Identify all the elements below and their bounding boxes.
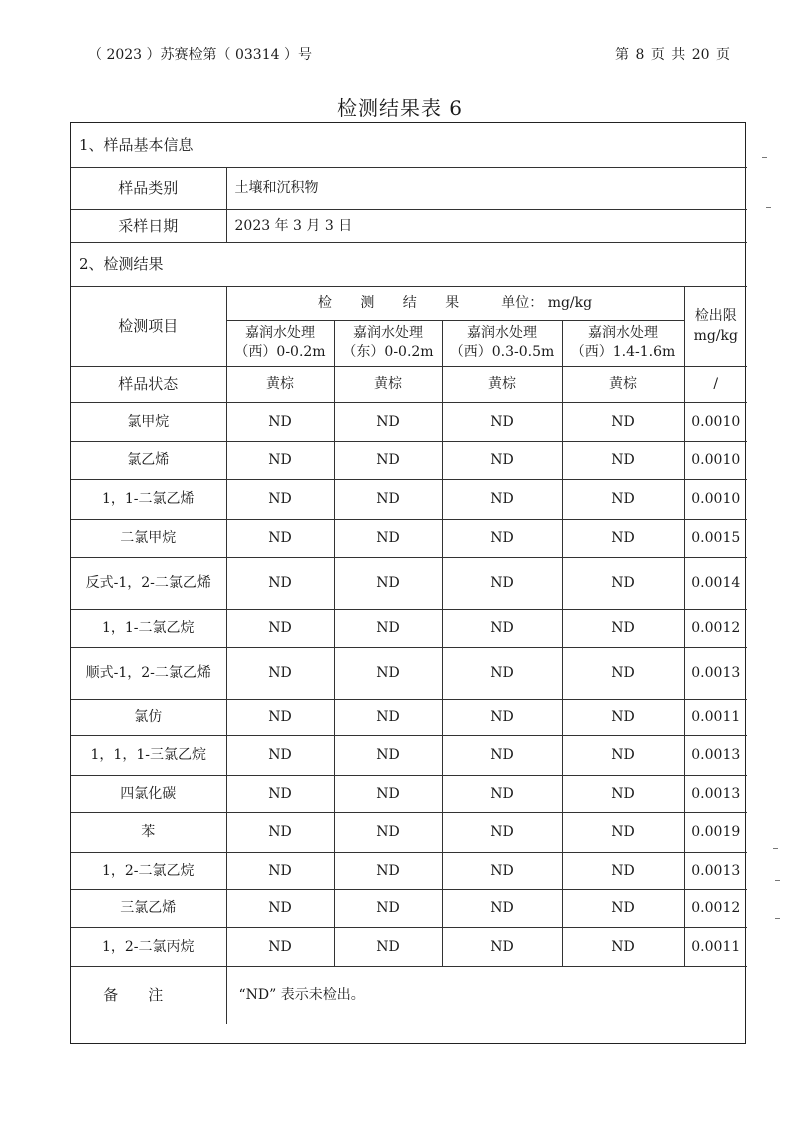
result-value: ND — [442, 519, 562, 557]
table-row — [71, 927, 747, 966]
item-name: 四氯化碳 — [71, 775, 226, 812]
item-name: 反式-1，2-二氯乙烯 — [71, 557, 226, 609]
report-number: （ 2023 ）苏赛检第（ 03314 ）号 — [88, 47, 312, 63]
section-basic-info-heading: 1、样品基本信息 — [71, 123, 747, 167]
result-value: ND — [562, 699, 684, 735]
note-text: “ND” 表示未检出。 — [226, 966, 747, 1024]
limit-header-title: 检出限 — [694, 308, 737, 324]
result-value: ND — [442, 609, 562, 647]
result-value: ND — [562, 927, 684, 966]
section-results-heading: 2、检测结果 — [71, 242, 747, 286]
detection-limit: 0.0013 — [684, 852, 747, 889]
result-value: ND — [442, 647, 562, 699]
table-row — [71, 735, 747, 775]
item-name: 氯甲烷 — [71, 402, 226, 441]
result-value: ND — [442, 812, 562, 852]
result-value: ND — [442, 557, 562, 609]
result-value: ND — [442, 852, 562, 889]
detection-limit: 0.0015 — [684, 519, 747, 557]
result-value: ND — [334, 557, 442, 609]
result-value: ND — [562, 441, 684, 479]
table-row — [71, 699, 747, 735]
item-header: 检测项目 — [71, 286, 226, 366]
sample-state-value: 黄棕 — [562, 366, 684, 402]
detection-limit: 0.0013 — [684, 647, 747, 699]
table-row — [71, 775, 747, 812]
result-value: ND — [334, 609, 442, 647]
result-value: ND — [226, 927, 334, 966]
sample-category-label: 样品类别 — [71, 167, 226, 209]
result-value: ND — [442, 775, 562, 812]
result-value: ND — [442, 402, 562, 441]
detection-limit: 0.0010 — [684, 402, 747, 441]
sample-category-value: 土壤和沉积物 — [226, 167, 747, 209]
item-name: 氯乙烯 — [71, 441, 226, 479]
detection-limit: 0.0010 — [684, 441, 747, 479]
note-label: 备注 — [71, 966, 226, 1024]
scan-mark — [775, 918, 780, 919]
result-value: ND — [334, 519, 442, 557]
result-value: ND — [442, 889, 562, 927]
sampling-date-label: 采样日期 — [71, 209, 226, 242]
sample-state-limit: / — [684, 366, 747, 402]
result-value: ND — [334, 812, 442, 852]
result-value: ND — [226, 699, 334, 735]
result-value: ND — [562, 402, 684, 441]
page-info: 第 8 页 共 20 页 — [615, 47, 730, 63]
sample-state-value: 黄棕 — [442, 366, 562, 402]
sampling-date-value: 2023 年 3 月 3 日 — [226, 209, 747, 242]
sample-state-value: 黄棕 — [226, 366, 334, 402]
result-header: 检 测 结 果 — [317, 295, 472, 311]
unit-label: 单位： mg/kg — [501, 295, 593, 311]
result-value: ND — [442, 927, 562, 966]
result-value: ND — [334, 647, 442, 699]
scan-mark — [775, 880, 780, 881]
result-value: ND — [442, 441, 562, 479]
limit-header-unit: mg/kg — [693, 328, 738, 344]
detection-limit: 0.0012 — [684, 609, 747, 647]
result-value: ND — [226, 402, 334, 441]
table-row — [71, 557, 747, 609]
item-name: 氯仿 — [71, 699, 226, 735]
result-value: ND — [334, 889, 442, 927]
item-name: 1，1-二氯乙烷 — [71, 609, 226, 647]
limit-header — [684, 286, 747, 366]
result-value: ND — [334, 927, 442, 966]
column-header-4: 嘉润水处理 （西）1.4-1.6m — [562, 320, 684, 366]
result-value: ND — [334, 479, 442, 519]
result-value: ND — [562, 609, 684, 647]
result-value: ND — [226, 852, 334, 889]
detection-limit: 0.0010 — [684, 479, 747, 519]
result-value: ND — [562, 889, 684, 927]
table-row — [71, 852, 747, 889]
result-value: ND — [334, 852, 442, 889]
table-row — [71, 889, 747, 927]
result-value: ND — [442, 735, 562, 775]
table-row — [71, 441, 747, 479]
item-name: 1，1-二氯乙烯 — [71, 479, 226, 519]
table-row — [71, 402, 747, 441]
result-value: ND — [226, 479, 334, 519]
result-value: ND — [226, 889, 334, 927]
table-row — [71, 609, 747, 647]
table-row — [71, 812, 747, 852]
result-value: ND — [226, 735, 334, 775]
detection-limit: 0.0011 — [684, 927, 747, 966]
column-header-2: 嘉润水处理 （东）0-0.2m — [334, 320, 442, 366]
result-value: ND — [562, 557, 684, 609]
page-title: 检测结果表 6 — [336, 96, 464, 120]
item-name: 1，2-二氯乙烷 — [71, 852, 226, 889]
scan-mark — [773, 848, 778, 849]
table-row — [71, 647, 747, 699]
result-value: ND — [226, 609, 334, 647]
detection-limit: 0.0012 — [684, 889, 747, 927]
item-name: 苯 — [71, 812, 226, 852]
result-value: ND — [562, 852, 684, 889]
result-value: ND — [562, 647, 684, 699]
result-value: ND — [334, 735, 442, 775]
result-value: ND — [334, 402, 442, 441]
result-value: ND — [226, 519, 334, 557]
result-value: ND — [334, 441, 442, 479]
item-name: 二氯甲烷 — [71, 519, 226, 557]
result-value: ND — [562, 519, 684, 557]
detection-limit: 0.0013 — [684, 735, 747, 775]
column-header-3: 嘉润水处理 （西）0.3-0.5m — [442, 320, 562, 366]
result-value: ND — [226, 775, 334, 812]
result-value: ND — [442, 699, 562, 735]
item-name: 1，1，1-三氯乙烷 — [71, 735, 226, 775]
detection-limit: 0.0011 — [684, 699, 747, 735]
detection-limit: 0.0013 — [684, 775, 747, 812]
result-value: ND — [226, 812, 334, 852]
result-value: ND — [226, 557, 334, 609]
item-name: 1，2-二氯丙烷 — [71, 927, 226, 966]
column-header-1: 嘉润水处理 （西）0-0.2m — [226, 320, 334, 366]
results-table-frame — [70, 122, 746, 1044]
sample-state-label: 样品状态 — [71, 366, 226, 402]
result-value: ND — [226, 647, 334, 699]
result-unit-header — [226, 286, 684, 320]
result-value: ND — [562, 735, 684, 775]
result-value: ND — [562, 479, 684, 519]
scan-mark — [762, 157, 767, 158]
result-value: ND — [442, 479, 562, 519]
detection-limit: 0.0014 — [684, 557, 747, 609]
table-row — [71, 519, 747, 557]
item-name: 顺式-1，2-二氯乙烯 — [71, 647, 226, 699]
result-value: ND — [562, 812, 684, 852]
results-table — [71, 123, 747, 1024]
detection-limit: 0.0019 — [684, 812, 747, 852]
result-value: ND — [226, 441, 334, 479]
scan-mark — [766, 207, 771, 208]
item-name: 三氯乙烯 — [71, 889, 226, 927]
result-value: ND — [334, 699, 442, 735]
result-value: ND — [562, 775, 684, 812]
sample-state-value: 黄棕 — [334, 366, 442, 402]
table-row — [71, 479, 747, 519]
result-value: ND — [334, 775, 442, 812]
